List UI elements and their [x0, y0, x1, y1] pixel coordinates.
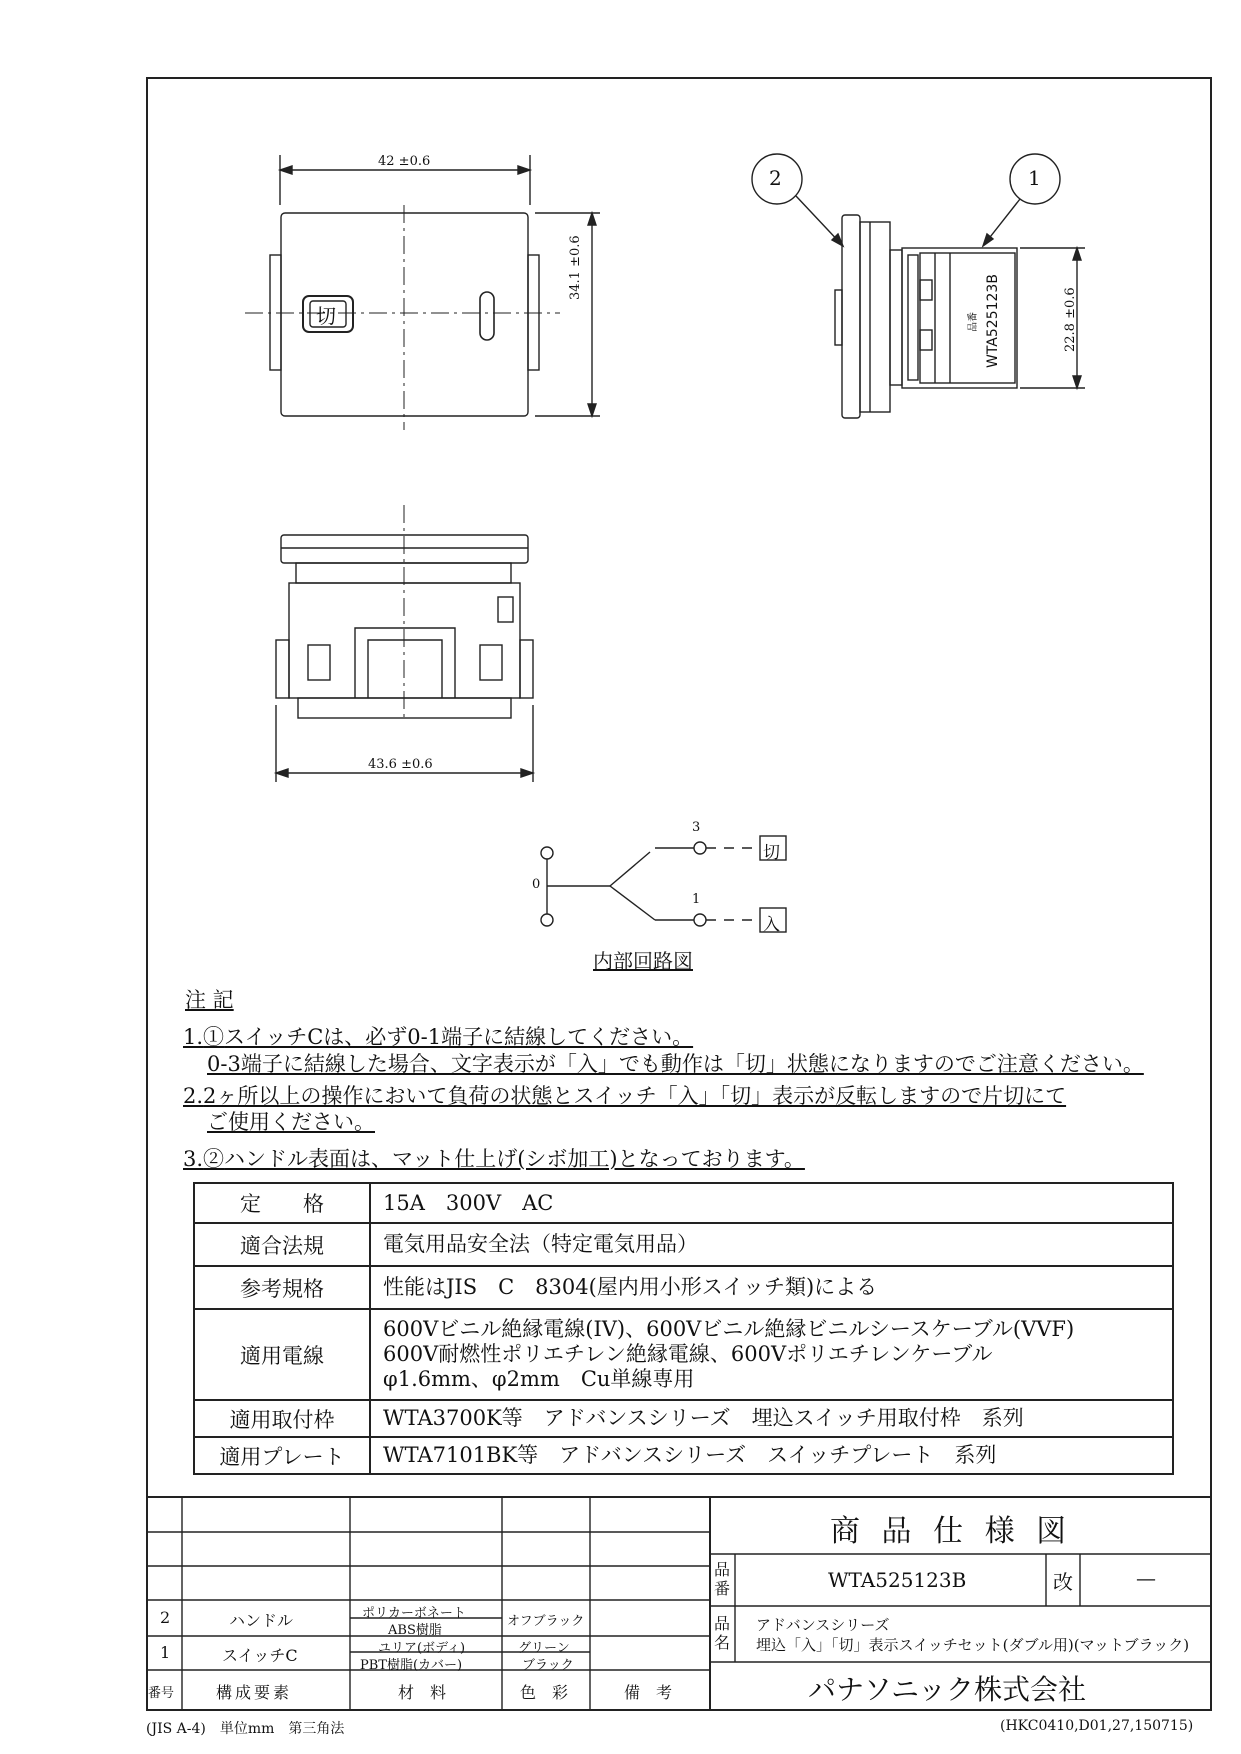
hinmei-label: 品名: [714, 1614, 731, 1652]
terminal-3-label: 3: [692, 820, 701, 835]
hinban-value: WTA525123B: [828, 1568, 967, 1592]
spec-value: 600Vビニル絶縁電線(IV)、600Vビニル絶縁ビニルシースケーブル(VVF) 600V耐燃性ポリエチレン絶縁電線、600Vポリエチレンケーブル φ1.6mm、φ2mm Cu単線専用: [370, 1309, 1173, 1400]
callout-1: 1: [1028, 166, 1041, 190]
kai-value: —: [1136, 1566, 1156, 1590]
header-material: 材 料: [398, 1683, 447, 1702]
part-1-material-b: PBT樹脂(カバー): [360, 1658, 463, 1673]
side-label-model: WTA525123B: [985, 274, 1001, 368]
note-3-line-1: 3.②ハンドル表面は、マット仕上げ(シボ加工)となっております。: [183, 1147, 805, 1171]
note-2-line-1: 2.2ヶ所以上の操作において負荷の状態とスイッチ「入」「切」表示が反転しますので片切にて: [183, 1084, 1067, 1108]
header-name: 構成要素: [216, 1683, 293, 1702]
part-1-name: スイッチC: [222, 1646, 298, 1665]
spec-value: 性能はJIS C 8304(屋内用小形スイッチ類)による: [370, 1266, 1173, 1309]
spec-key: 適用電線: [194, 1309, 370, 1400]
header-remarks: 備 考: [624, 1683, 673, 1702]
part-1-material-a: ユリア(ボディ): [378, 1641, 466, 1656]
part-2-color: オフブラック: [507, 1614, 585, 1629]
on-label: 入: [763, 915, 780, 935]
part-2-no: 2: [160, 1608, 171, 1627]
part-2-material-b: ABS樹脂: [388, 1623, 442, 1638]
hinmei-line-1: アドバンスシリーズ: [756, 1616, 890, 1634]
dim-front-height: 34.1 ±0.6: [568, 235, 583, 300]
spec-key: 適合法規: [194, 1223, 370, 1266]
part-1-no: 1: [160, 1643, 171, 1662]
spec-value: WTA3700K等 アドバンスシリーズ 埋込スイッチ用取付枠 系列: [370, 1400, 1173, 1437]
spec-key: 定 格: [194, 1183, 370, 1223]
header-no: 番号: [148, 1686, 175, 1701]
circuit-caption: 内部回路図: [593, 949, 693, 973]
note-2-line-2: ご使用ください。: [207, 1110, 375, 1134]
spec-key: 適用プレート: [194, 1437, 370, 1474]
dim-bottom-width: 43.6 ±0.6: [368, 757, 433, 772]
footer-right: (HKC0410,D01,27,150715): [1000, 1718, 1194, 1734]
spec-key: 参考規格: [194, 1266, 370, 1309]
drawing-title: 商 品 仕 様 図: [830, 1514, 1073, 1549]
hinmei-line-2: 埋込「入」「切」表示スイッチセット(ダブル用)(マットブラック): [756, 1636, 1190, 1654]
kai-label: 改: [1053, 1570, 1073, 1594]
handle-off-symbol: 切: [316, 304, 336, 328]
terminal-0-label: 0: [532, 877, 541, 892]
dim-front-width: 42 ±0.6: [378, 154, 431, 169]
part-2-name: ハンドル: [229, 1611, 294, 1630]
part-2-material-a: ポリカーボネート: [362, 1606, 466, 1621]
terminal-1-label: 1: [692, 892, 701, 907]
footer-left: (JIS A-4) 単位mm 第三角法: [146, 1721, 345, 1737]
spec-value: WTA7101BK等 アドバンスシリーズ スイッチプレート 系列: [370, 1437, 1173, 1474]
spec-value: 電気用品安全法（特定電気用品）: [370, 1223, 1173, 1266]
note-1-line-1: 1.①スイッチCは、必ず0-1端子に結線してください。: [183, 1025, 694, 1049]
header-color: 色 彩: [520, 1683, 569, 1702]
side-label-hinban: 品番: [968, 312, 979, 332]
part-1-color-b: ブラック: [522, 1658, 574, 1673]
spec-value: 15A 300V AC: [370, 1183, 1173, 1223]
callout-2: 2: [769, 166, 782, 190]
dim-side-height: 22.8 ±0.6: [1063, 287, 1078, 352]
spec-key: 適用取付枠: [194, 1400, 370, 1437]
company-name: パナソニック株式会社: [808, 1673, 1087, 1706]
part-1-color-a: グリーン: [518, 1641, 570, 1656]
note-1-line-2: 0-3端子に結線した場合、文字表示が「入」でも動作は「切」状態になりますのでご注意ください。: [207, 1052, 1144, 1076]
off-label: 切: [763, 843, 780, 863]
notes-heading: 注 記: [185, 988, 234, 1012]
hinban-label: 品番: [714, 1560, 731, 1598]
